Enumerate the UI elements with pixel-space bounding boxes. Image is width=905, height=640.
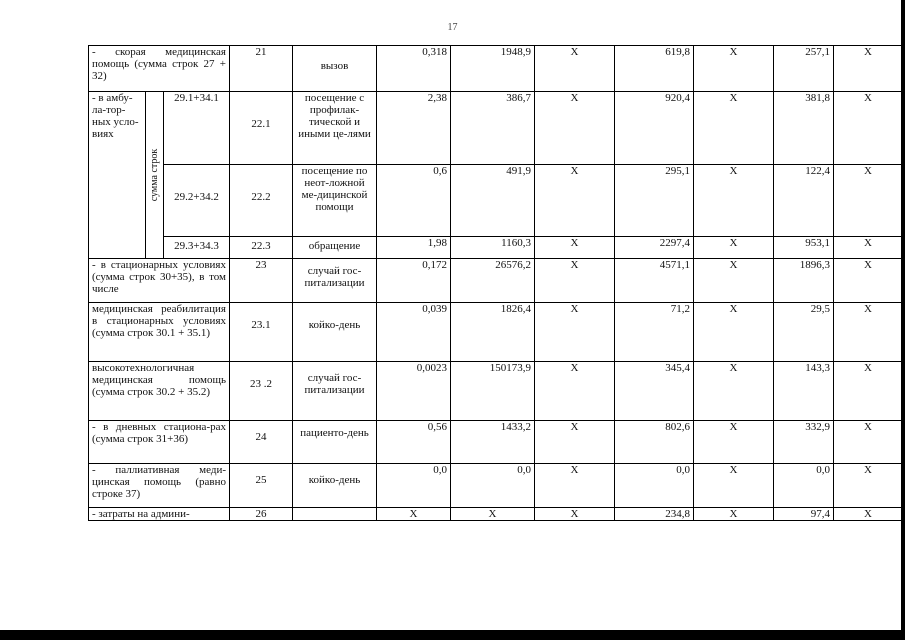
- cell-value: 345,4: [615, 362, 694, 421]
- sum-formula: 29.2+34.2: [164, 165, 230, 237]
- cell-value: X: [535, 508, 615, 521]
- cell-value: 619,8: [615, 46, 694, 92]
- cell-value: X: [694, 303, 774, 362]
- cell-value: 0,318: [377, 46, 451, 92]
- table-row: [89, 303, 903, 362]
- table-row: [89, 259, 903, 303]
- row-name: - скорая медицинская помощь (сумма строк 27 + 32): [89, 46, 230, 92]
- cell-value: 381,8: [774, 92, 834, 165]
- cell-value: X: [834, 46, 903, 92]
- row-unit: посещение по неот-ложной ме-дицинской помощи: [293, 165, 377, 237]
- cell-value: 0,172: [377, 259, 451, 303]
- cell-value: 953,1: [774, 237, 834, 259]
- row-unit: койко-день: [293, 464, 377, 508]
- page-number: 17: [447, 22, 458, 33]
- cell-value: 332,9: [774, 421, 834, 464]
- ambulatory-label: - в амбу-ла-тор-ных усло-виях: [89, 92, 146, 259]
- row-unit: [293, 508, 377, 521]
- cell-value: X: [834, 259, 903, 303]
- cell-value: X: [834, 303, 903, 362]
- row-code: 23 .2: [230, 362, 293, 421]
- cell-value: X: [834, 421, 903, 464]
- cell-value: 1948,9: [451, 46, 535, 92]
- cell-value: 920,4: [615, 92, 694, 165]
- row-code: 23: [230, 259, 293, 303]
- cell-value: 29,5: [774, 303, 834, 362]
- row-code: 21: [230, 46, 293, 92]
- cell-value: 2297,4: [615, 237, 694, 259]
- row-unit: случай гос-питализации: [293, 362, 377, 421]
- cell-value: X: [535, 237, 615, 259]
- vertical-sum-label: сумма строк: [146, 92, 164, 259]
- row-code: 23.1: [230, 303, 293, 362]
- row-code: 24: [230, 421, 293, 464]
- cell-value: 0,0: [451, 464, 535, 508]
- table-row: [89, 508, 903, 521]
- row-name: высокотехнологичная медицинская помощь (сумма строк 30.2 + 35.2): [89, 362, 230, 421]
- cell-value: X: [535, 46, 615, 92]
- cell-value: 97,4: [774, 508, 834, 521]
- cell-value: X: [834, 508, 903, 521]
- cell-value: 4571,1: [615, 259, 694, 303]
- cell-value: X: [694, 259, 774, 303]
- cell-value: X: [694, 92, 774, 165]
- table-row: [89, 362, 903, 421]
- cell-value: 0,0: [377, 464, 451, 508]
- cell-value: 1,98: [377, 237, 451, 259]
- row-unit: посещение с профилак-тической и иными це-лями: [293, 92, 377, 165]
- row-unit: койко-день: [293, 303, 377, 362]
- cell-value: 71,2: [615, 303, 694, 362]
- table-row: [89, 237, 903, 259]
- cell-value: 2,38: [377, 92, 451, 165]
- table-row: [89, 92, 903, 165]
- row-code: 22.1: [230, 92, 293, 165]
- table-row: [89, 46, 903, 92]
- row-unit: пациенто-день: [293, 421, 377, 464]
- cell-value: X: [535, 165, 615, 237]
- row-name: медицинская реабилитация в стационарных условиях (сумма строк 30.1 + 35.1): [89, 303, 230, 362]
- cell-value: 143,3: [774, 362, 834, 421]
- cell-value: 0,56: [377, 421, 451, 464]
- cell-value: 26576,2: [451, 259, 535, 303]
- cell-value: 0,0: [615, 464, 694, 508]
- cell-value: X: [834, 464, 903, 508]
- row-code: 25: [230, 464, 293, 508]
- cell-value: 295,1: [615, 165, 694, 237]
- row-unit: случай гос-питализации: [293, 259, 377, 303]
- table-row: [89, 165, 903, 237]
- row-name: - в стационарных условиях (сумма строк 30+35), в том числе: [89, 259, 230, 303]
- cell-value: 257,1: [774, 46, 834, 92]
- cell-value: X: [834, 362, 903, 421]
- cell-value: X: [694, 421, 774, 464]
- cell-value: X: [535, 421, 615, 464]
- sum-formula: 29.1+34.1: [164, 92, 230, 165]
- row-unit: вызов: [293, 46, 377, 92]
- cell-value: 1826,4: [451, 303, 535, 362]
- cell-value: X: [834, 237, 903, 259]
- sum-formula: 29.3+34.3: [164, 237, 230, 259]
- cell-value: 0,039: [377, 303, 451, 362]
- cell-value: X: [535, 362, 615, 421]
- table-row: [89, 421, 903, 464]
- cell-value: X: [834, 92, 903, 165]
- cell-value: 122,4: [774, 165, 834, 237]
- cell-value: X: [694, 362, 774, 421]
- cell-value: 0,6: [377, 165, 451, 237]
- cell-value: 1160,3: [451, 237, 535, 259]
- cell-value: X: [834, 165, 903, 237]
- cell-value: 0,0: [774, 464, 834, 508]
- cell-value: X: [451, 508, 535, 521]
- cell-value: X: [694, 46, 774, 92]
- cell-value: X: [535, 92, 615, 165]
- cell-value: X: [694, 237, 774, 259]
- scan-border-bottom: [0, 630, 905, 640]
- row-name: - затраты на админи-: [89, 508, 230, 521]
- financing-table: [88, 45, 903, 521]
- cell-value: 234,8: [615, 508, 694, 521]
- cell-value: X: [535, 303, 615, 362]
- cell-value: 0,0023: [377, 362, 451, 421]
- cell-value: X: [694, 464, 774, 508]
- row-unit: обращение: [293, 237, 377, 259]
- cell-value: 1433,2: [451, 421, 535, 464]
- cell-value: 491,9: [451, 165, 535, 237]
- cell-value: X: [694, 508, 774, 521]
- cell-value: X: [535, 464, 615, 508]
- cell-value: X: [694, 165, 774, 237]
- cell-value: 150173,9: [451, 362, 535, 421]
- cell-value: 1896,3: [774, 259, 834, 303]
- scan-border-right: [901, 0, 905, 632]
- row-name: - в дневных стациона-рах (сумма строк 31+36): [89, 421, 230, 464]
- row-code: 26: [230, 508, 293, 521]
- cell-value: X: [535, 259, 615, 303]
- cell-value: 386,7: [451, 92, 535, 165]
- row-name: - паллиативная меди-цинская помощь (равно строке 37): [89, 464, 230, 508]
- row-code: 22.3: [230, 237, 293, 259]
- cell-value: 802,6: [615, 421, 694, 464]
- table-row: [89, 464, 903, 508]
- cell-value: X: [377, 508, 451, 521]
- row-code: 22.2: [230, 165, 293, 237]
